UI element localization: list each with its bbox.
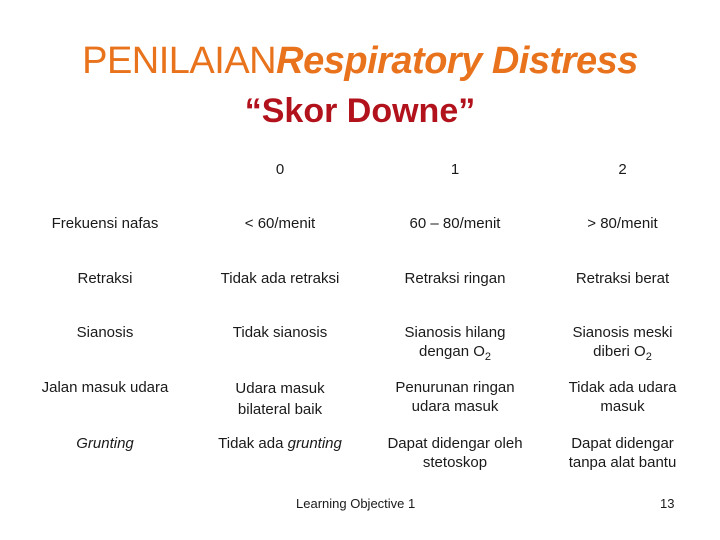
cell-retraksi-0: Tidak ada retraksi (220, 270, 340, 287)
cell-jalan-2-line1: Tidak ada udara (568, 379, 677, 396)
page-subtitle: “Skor Downe” (244, 92, 476, 130)
header-score-1: 1 (450, 161, 460, 178)
cell-sianosis-2-subscript: 2 (645, 351, 652, 363)
title-prefix: PENILAIAN (82, 40, 277, 82)
cell-sianosis-2-line2: diberi O (593, 343, 646, 360)
cell-jalan-1-line2: udara masuk (411, 398, 499, 415)
header-score-0: 0 (275, 161, 285, 178)
header-score-2: 2 (618, 161, 627, 178)
cell-grunting-0 (200, 434, 360, 453)
cell-grunting-1-line2: stetoskop (422, 454, 488, 471)
page-title (0, 40, 720, 83)
cell-grunting-1 (370, 434, 540, 472)
cell-retraksi-1: Retraksi ringan (404, 270, 506, 287)
cell-jalan-1 (370, 378, 540, 416)
title-emphasis: Respiratory Distress (276, 40, 638, 82)
cell-sianosis-0: Tidak sianosis (232, 324, 328, 341)
cell-grunting-0-prefix: Tidak ada (218, 435, 288, 452)
row-label-retraksi: Retraksi (77, 270, 133, 287)
cell-sianosis-2 (550, 323, 695, 361)
row-label-frekuensi-nafas: Frekuensi nafas (51, 215, 159, 232)
cell-frekuensi-0: < 60/menit (244, 215, 316, 232)
cell-retraksi-2: Retraksi berat (575, 270, 670, 287)
cell-grunting-2 (550, 434, 695, 472)
cell-grunting-2-line1: Dapat didengar (571, 435, 674, 452)
row-label-sianosis: Sianosis (76, 324, 134, 341)
cell-grunting-1-line1: Dapat didengar oleh (387, 435, 523, 452)
cell-grunting-2-line2: tanpa alat bantu (568, 454, 677, 471)
cell-sianosis-1 (370, 323, 540, 361)
row-label-jalan-masuk-udara: Jalan masuk udara (41, 379, 169, 396)
cell-jalan-0 (200, 378, 360, 420)
cell-sianosis-1-subscript: 2 (484, 351, 491, 363)
footer-label: Learning Objective 1 (296, 496, 416, 511)
cell-grunting-0-italic: grunting (287, 435, 342, 452)
row-label-grunting: Grunting (76, 435, 134, 452)
cell-jalan-0-line2: bilateral baik (237, 401, 323, 418)
cell-sianosis-1-line2: dengan O (418, 343, 485, 360)
cell-frekuensi-2: > 80/menit (587, 215, 658, 232)
cell-jalan-2-line2: masuk (600, 398, 645, 415)
cell-frekuensi-1: 60 – 80/menit (409, 215, 501, 232)
cell-jalan-2 (550, 378, 695, 416)
cell-jalan-0-line1: Udara masuk (235, 380, 325, 397)
cell-sianosis-1-line1: Sianosis hilang (404, 324, 506, 341)
page-number: 13 (660, 496, 675, 511)
cell-sianosis-2-line1: Sianosis meski (572, 324, 673, 341)
cell-jalan-1-line1: Penurunan ringan (395, 379, 515, 396)
